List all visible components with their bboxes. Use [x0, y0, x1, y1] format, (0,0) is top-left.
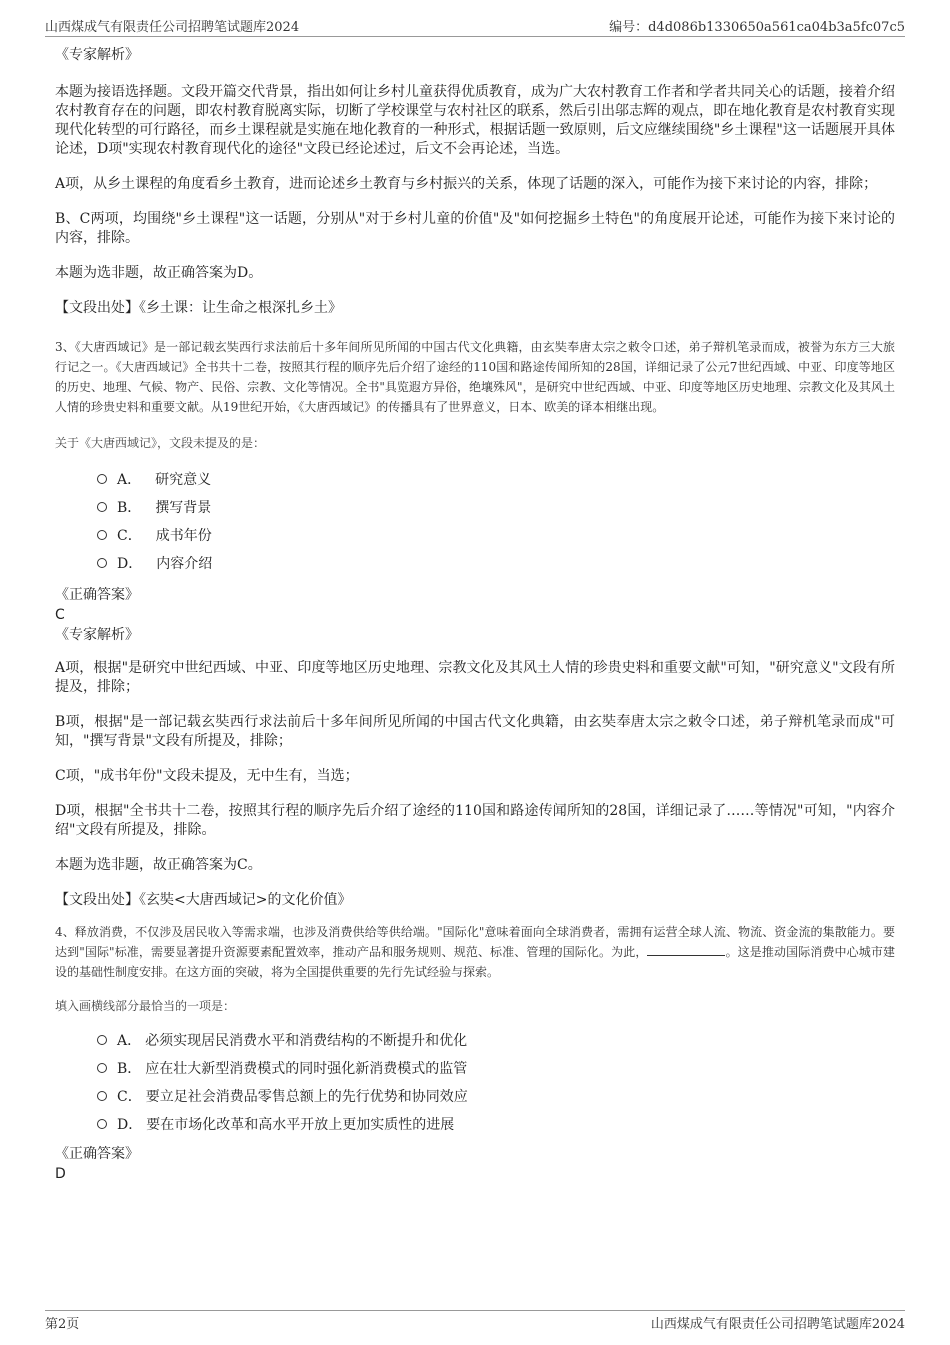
option-letter: B．: [117, 1061, 142, 1077]
option-letter: A．: [117, 1033, 142, 1049]
analysis-paragraph: B、C两项，均围绕"乡土课程"这一话题，分别从"对于乡村儿童的价值"及"如何挖掘乡土特色"的角度展开论述，可能作为接下来讨论的内容，排除。: [55, 211, 895, 246]
option-text: 成书年份: [155, 528, 212, 544]
option-b[interactable]: [97, 493, 895, 521]
correct-answer: C: [55, 607, 65, 623]
radio-icon[interactable]: [97, 558, 107, 568]
option-text: 要在市场化改革和高水平开放上更加实质性的进展: [146, 1117, 455, 1133]
source-citation: 【文段出处】《乡土课：让生命之根深扎乡土》: [55, 300, 342, 316]
option-letter: D．: [117, 1117, 143, 1133]
question-4-prompt: 填入画横线部分最恰当的一项是：: [55, 999, 236, 1013]
radio-icon[interactable]: [97, 530, 107, 540]
option-text: 应在壮大新型消费模式的同时强化新消费模式的监管: [145, 1061, 468, 1077]
option-text: 内容介绍: [156, 556, 213, 572]
header-title: 山西煤成气有限责任公司招聘笔试题库2024: [45, 19, 300, 35]
analysis-conclusion: 本题为选非题，故正确答案为C。: [55, 857, 262, 873]
analysis-paragraph: A项，从乡土课程的角度看乡土教育，进而论述乡土教育与乡村振兴的关系，体现了话题的深入，可能作为接下来讨论的内容，排除；: [55, 176, 878, 192]
analysis-paragraph: B项，根据"是一部记载玄奘西行求法前后十多年间所见所闻的中国古代文化典籍，由玄奘奉唐太宗之敕令口述，弟子辩机笔录而成"可知，"撰写背景"文段有所提及，排除；: [55, 714, 895, 749]
analysis-paragraph: D项，根据"全书共十二卷，按照其行程的顺序先后介绍了途经的110国和路途传闻所知的28国，详细记录了……等情况"可知，"内容介绍"文段有所提及，排除。: [55, 803, 895, 838]
option-d[interactable]: [97, 1110, 895, 1138]
question-3-prompt: 关于《大唐西域记》，文段未提及的是：: [55, 436, 266, 450]
question-3-stem: 3、《大唐西域记》是一部记载玄奘西行求法前后十多年间所见所闻的中国古代文化典籍，由玄奘奉唐太宗之敕令口述，弟子辩机笔录而成，被誉为东方三大旅行记之一。《大唐西域记》全书共十二卷，按照其行程的顺序先后介绍了途经的110国和路途传闻所知的28国，详细记录了公元7世纪西域、中亚、印度等地区的历史、地理、气候、物产、民俗、宗教、文化等情况。全书"具览遐方异俗，绝壤殊风"，是研究中世纪西域、中亚、印度等地区历史地理、宗教文化及其风土人情的珍贵史料和重要文献。从19世纪开始，《大唐西域记》的传播具有了世界意义，日本、欧美的译本相继出现。: [55, 340, 895, 414]
option-letter: B．: [117, 500, 142, 516]
page-number: 第2页: [45, 1316, 80, 1332]
option-letter: D．: [117, 556, 143, 572]
option-text: 撰写背景: [155, 500, 212, 516]
question-3-options: [97, 465, 895, 577]
option-c[interactable]: [97, 521, 895, 549]
analysis-label: 《专家解析》: [55, 627, 139, 643]
radio-icon[interactable]: [97, 1063, 107, 1073]
option-text: 必须实现居民消费水平和消费结构的不断提升和优化: [145, 1033, 468, 1049]
analysis-conclusion: 本题为选非题，故正确答案为D。: [55, 265, 263, 281]
fill-blank: [647, 943, 725, 956]
option-letter: A．: [117, 472, 142, 488]
page-footer: [45, 1310, 905, 1333]
answer-label: 《正确答案》: [55, 1146, 139, 1162]
radio-icon[interactable]: [97, 502, 107, 512]
page-header: [45, 14, 905, 37]
page-content: [55, 44, 895, 1184]
radio-icon[interactable]: [97, 1091, 107, 1101]
stem-part: 4、释放消费，不仅涉及居民收入等需求端，也涉及消费供给等供给端。"国际化"意味着面向全球消费者，需拥有运营全球人流、物流、资金流的集散能力。要达到"国际"标准，需要显著提升资源要素配置效率，推动产品和服务规则、规范、标准、管理的国际化。为此，: [55, 925, 895, 959]
stem-part: 。这是推动国际消费中心城市建设的基础性制度安排。在这方面的突破，将为全国提供重要的先行先试经验与探索。: [55, 945, 895, 979]
footer-title: 山西煤成气有限责任公司招聘笔试题库2024: [650, 1316, 905, 1332]
question-4-stem: [55, 922, 895, 982]
analysis-paragraph: A项，根据"是研究中世纪西域、中亚、印度等地区历史地理、宗教文化及其风土人情的珍贵史料和重要文献"可知，"研究意义"文段有所提及，排除；: [55, 660, 895, 695]
option-d[interactable]: [97, 549, 895, 577]
analysis-label: 《专家解析》: [55, 47, 139, 63]
option-a[interactable]: [97, 1026, 895, 1054]
analysis-paragraph: C项，"成书年份"文段未提及，无中生有，当选；: [55, 768, 359, 784]
radio-icon[interactable]: [97, 474, 107, 484]
radio-icon[interactable]: [97, 1035, 107, 1045]
option-letter: C．: [117, 1089, 142, 1105]
question-4-options: [97, 1026, 895, 1138]
option-text: 要立足社会消费品零售总额上的先行优势和协同效应: [145, 1089, 468, 1105]
option-b[interactable]: [97, 1054, 895, 1082]
option-text: 研究意义: [155, 472, 212, 488]
option-c[interactable]: [97, 1082, 895, 1110]
option-a[interactable]: [97, 465, 895, 493]
correct-answer: D: [55, 1166, 66, 1182]
source-citation: 【文段出处】《玄奘<大唐西域记>的文化价值》: [55, 892, 352, 908]
document-code: 编号：d4d086b1330650a561ca04b3a5fc07c5: [609, 19, 905, 35]
answer-label: 《正确答案》: [55, 587, 139, 603]
analysis-paragraph: 本题为接语选择题。文段开篇交代背景，指出如何让乡村儿童获得优质教育，成为广大农村教育工作者和学者共同关心的话题，接着介绍农村教育存在的问题，即农村教育脱离实际，切断了学校课堂与农村社区的联系，然后引出邬志辉的观点，即在地化教育是农村教育实现现代化转型的可行路径，而乡土课程就是实施在地化教育的一种形式，根据话题一致原则，后文应继续围绕"乡土课程"这一话题展开具体论述，D项"实现农村教育现代化的途径"文段已经论述过，后文不会再论述，当选。: [55, 84, 895, 157]
radio-icon[interactable]: [97, 1119, 107, 1129]
option-letter: C．: [117, 528, 142, 544]
